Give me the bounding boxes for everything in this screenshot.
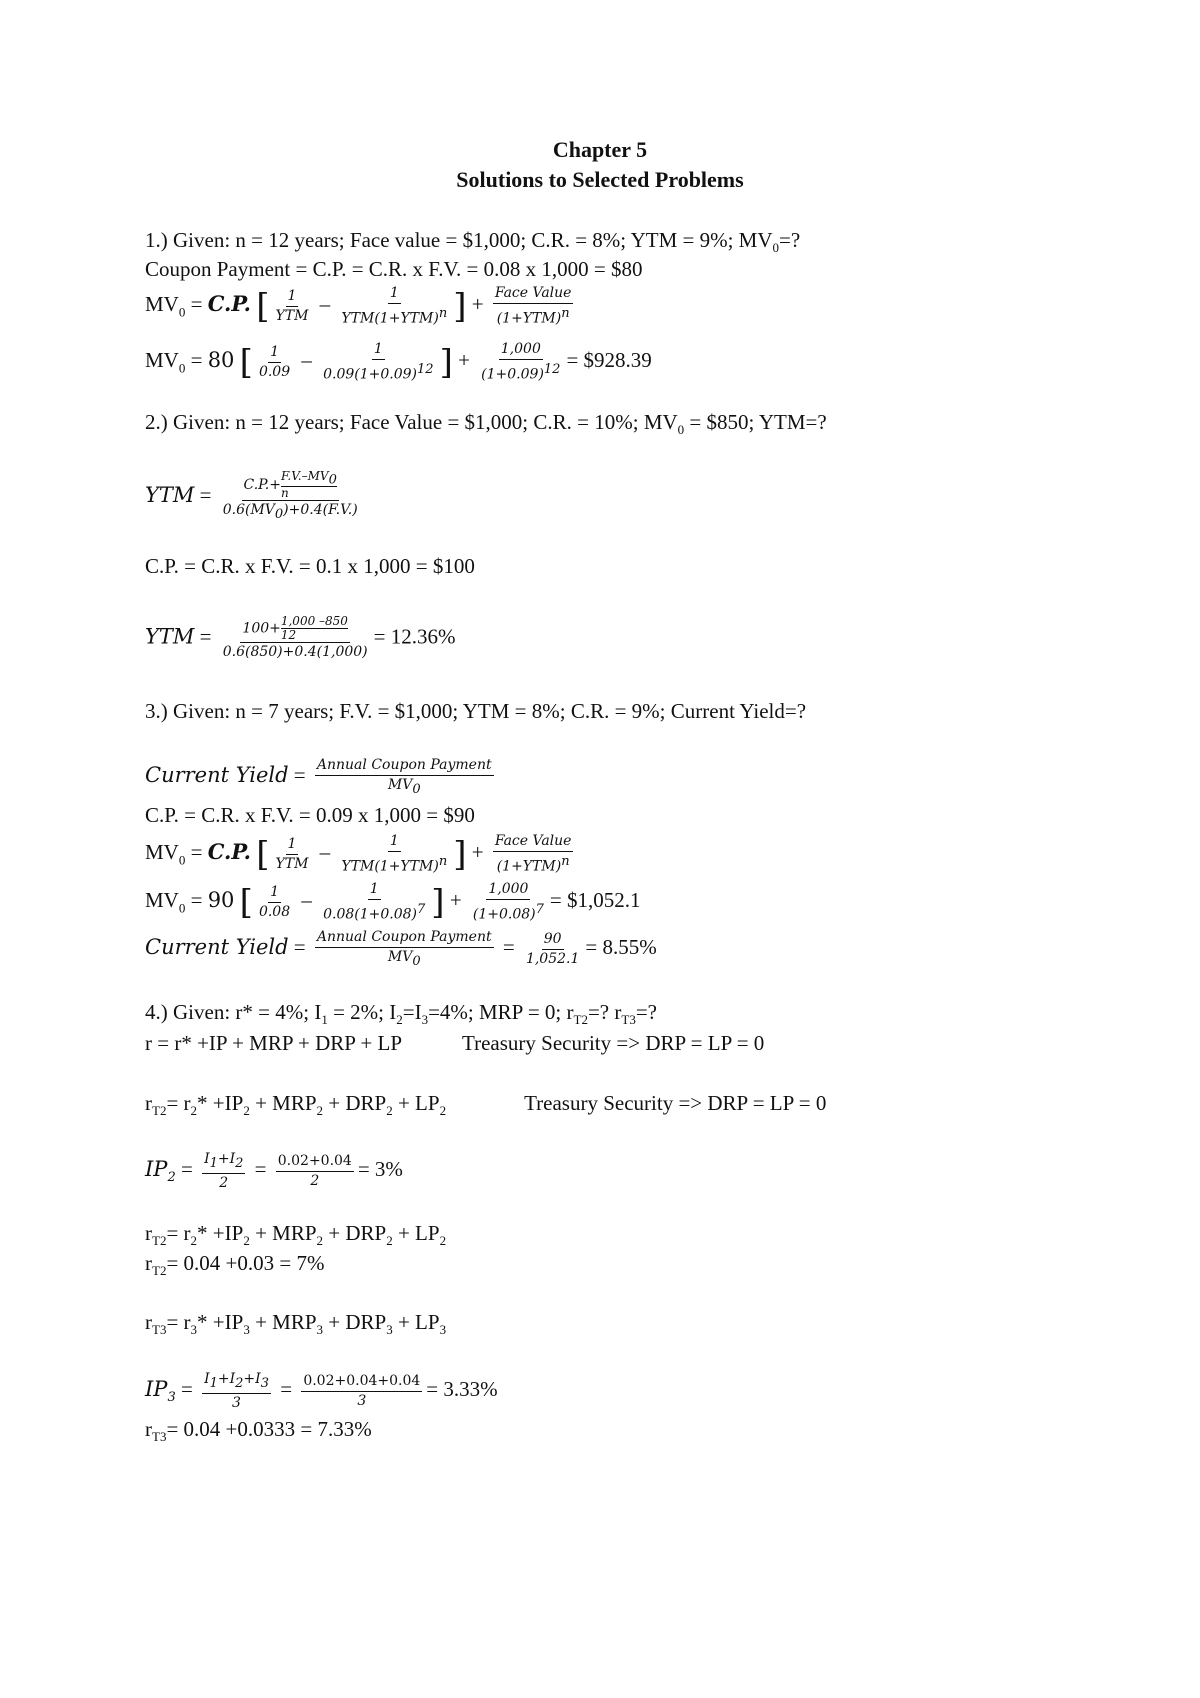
- p3-mv-formula: $MV_0 = C.P$. [ $\frac{1}{\text{YTM}}$ – $\frac{1}{YTM(1+YTM)^n}$ ] + $\frac{\text{Face Value}}{(1+YTM)^n}$: [145, 833, 572, 875]
- p4-given: 4.) Given: r* = 4%; $I_1 = 2\%$; $I_2=I_3=4\%$; MRP = 0; $r_{T2}=$? $r_{T3}=$?: [145, 1000, 657, 1028]
- p4-rt2-formula-2: $r_{T2}= r_2* +IP_2 + MRP_2 + DRP_2 + LP_2$: [145, 1221, 447, 1249]
- p4-rt3-calc: $r_{T3}= 0.04 +0.0333 = 7.33\%$: [145, 1417, 372, 1445]
- p1-formula: $MV_0 = C.P$. [ $\frac{1}{\text{YTM}}$ – $\frac{1}{YTM(1+YTM)^n}$ ] + $\frac{\text{Face Value}}{(1+YTM)^n}$: [145, 285, 572, 327]
- p4-ip3: $IP_3$ = $\frac{I_1+I_2+I_3}{3}$ = $\frac{0.02+0.04+0.04}{3}$ = 3.33%: [145, 1371, 498, 1411]
- p2-cp: C.P. = C.R. x F.V. = 0.1 x 1,000 = $100: [145, 554, 475, 578]
- p1-calc: $MV_0 = 80$ [ $\frac{1}{0.09}$ – $\frac{1}{0.09(1+0.09)^{12}}$ ] + $\frac{1,000}{(1+0.09)^{12}}$ = $928.39: [145, 341, 652, 383]
- p2-given: 2.) Given: n = 12 years; Face Value = $1,000; C.R. = 10%; $MV_0$ = $850; YTM=?: [145, 410, 827, 438]
- p4-rt3-formula: $r_{T3}= r_3* +IP_3 + MRP_3 + DRP_3 + LP_3$: [145, 1310, 447, 1338]
- p3-cy-formula: Current Yield = $\frac{\text{Annual Coupon Payment}}{MV_0}$: [145, 757, 492, 797]
- p4-rt2-calc: $r_{T2}= 0.04 +0.03 = 7\%$: [145, 1251, 325, 1279]
- p3-given: 3.) Given: n = 7 years; F.V. = $1,000; YTM = 8%; C.R. = 9%; Current Yield=?: [145, 699, 807, 723]
- p4-ip2: $IP_2$ = $\frac{I_1+I_2}{2}$ = $\frac{0.02+0.04}{2}$ = 3%: [145, 1151, 403, 1191]
- p3-cy-calc: Current Yield = $\frac{\text{Annual Coupon Payment}}{MV_0}$ = $\frac{90}{1,052.1}$ = 8.55%: [145, 929, 657, 969]
- p1-given: 1.) Given: n = 12 years; Face value = $1,000; C.R. = 8%; YTM = 9%; $MV_0=$?: [145, 228, 801, 256]
- page-subtitle: Solutions to Selected Problems: [456, 167, 744, 192]
- p2-ytm-formula: YTM = C.P.+ $\frac{F.V.-MV_0}{n}$ $0.6(MV_0)+0.4(F.V.)$: [145, 469, 358, 523]
- chapter-title: Chapter 5: [552, 137, 648, 162]
- p3-cp: C.P. = C.R. x F.V. = 0.09 x 1,000 = $90: [145, 803, 475, 827]
- p4-formula: r = r* +IP + MRP + DRP + LP Treasury Security => DRP = LP = 0: [145, 1031, 765, 1055]
- p1-coupon: Coupon Payment = C.P. = C.R. x F.V. = 0.08 x 1,000 = $80: [145, 257, 643, 281]
- p2-ytm-calc: YTM = 100+ $\frac{1,000 -850}{12}$ 0.6(850)+0.4(1,000) = 12.36%: [145, 614, 456, 660]
- p4-rt2-formula: $r_{T2}= r_2* +IP_2 + MRP_2 + DRP_2 + LP_2$ Treasury Security => DRP = LP = 0: [145, 1091, 827, 1119]
- p3-mv-calc: $MV_0 = 90$ [ $\frac{1}{0.08}$ – $\frac{1}{0.08(1+0.08)^7}$ ] + $\frac{1,000}{(1+0.08)^7}$ = $1,052.1: [145, 881, 641, 923]
